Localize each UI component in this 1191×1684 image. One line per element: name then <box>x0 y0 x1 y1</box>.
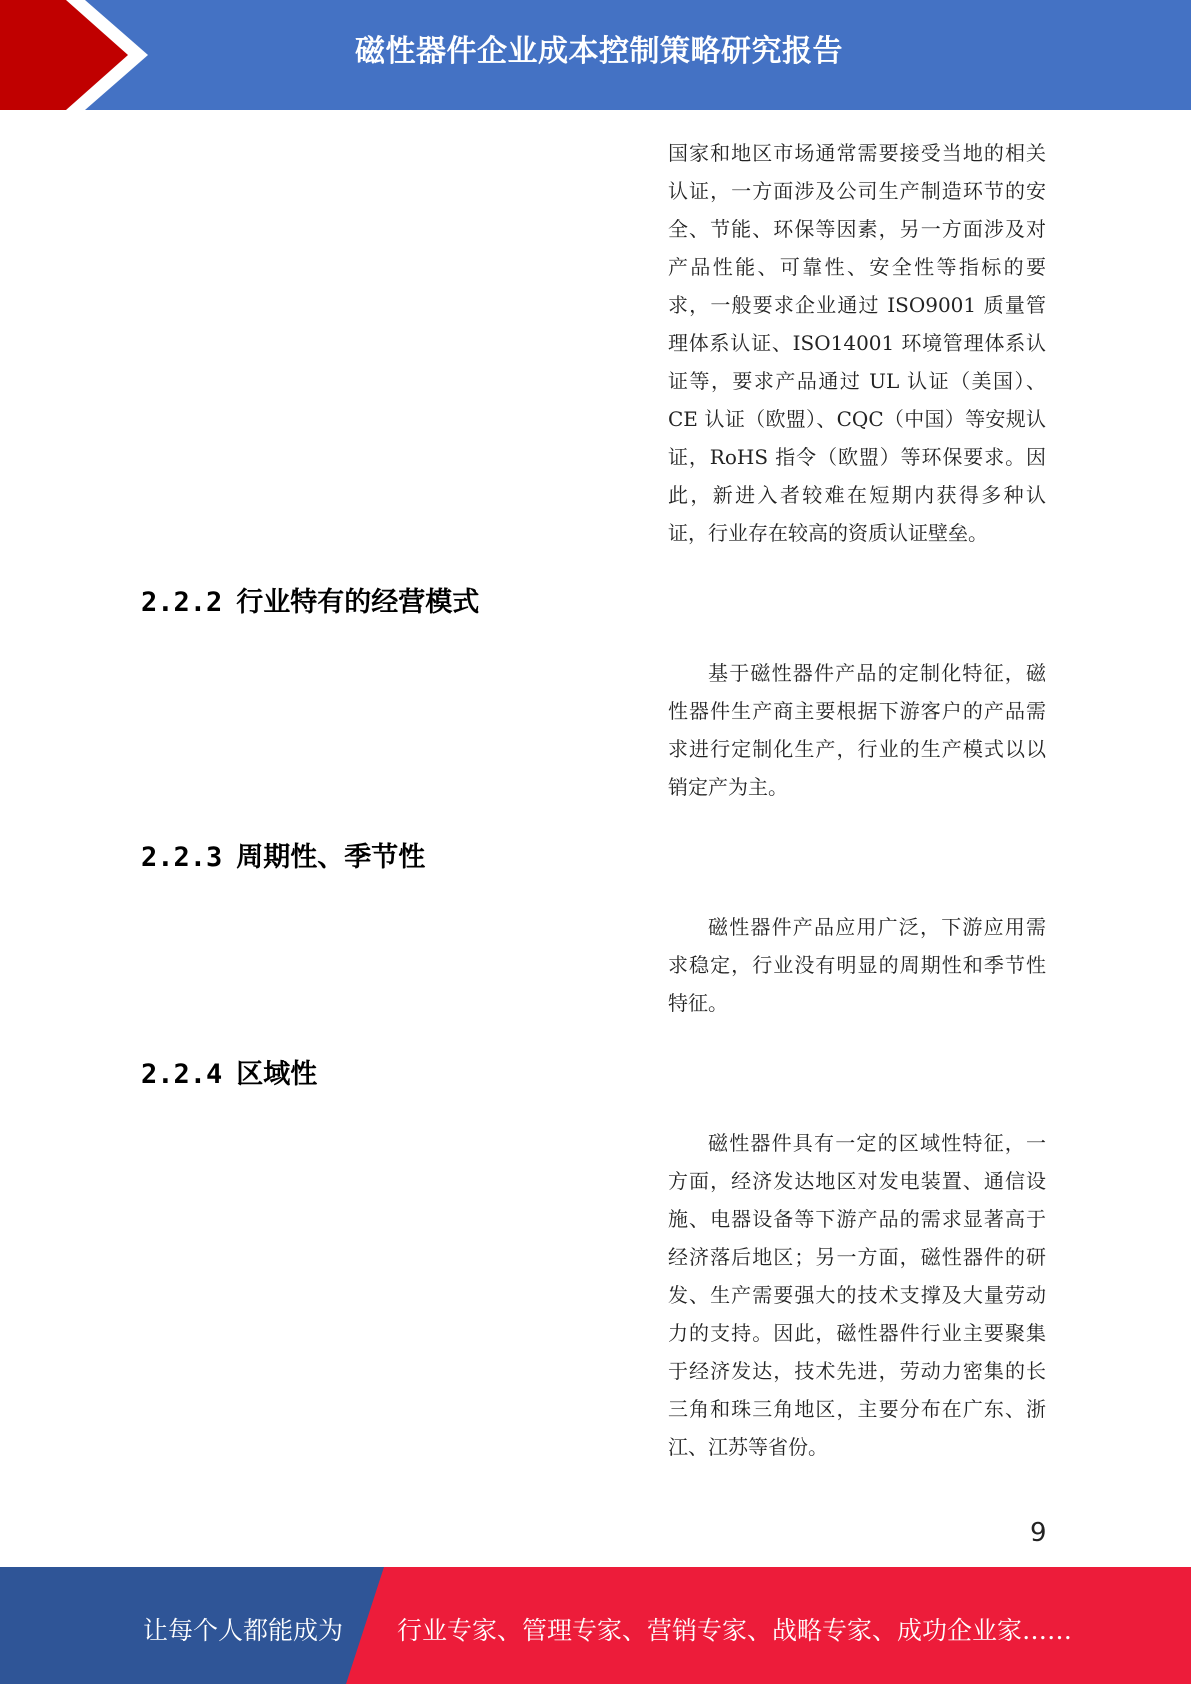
footer-slogan-left: 让每个人都能成为 <box>143 1616 344 1645</box>
section-number: 2.2.2 <box>141 587 223 618</box>
section-title: 周期性、季节性 <box>236 842 426 873</box>
paragraph-cyclicality: 磁性器件产品应用广泛，下游应用需求稳定，行业没有明显的周期性和季节性特征。 <box>668 915 1046 1015</box>
chevron-arrow-icon <box>0 0 160 110</box>
page-number: 9 <box>1030 1518 1047 1548</box>
footer-slogan-right: 行业专家、管理专家、营销专家、战略专家、成功企业家…… <box>397 1616 1073 1645</box>
section-heading-2-2-2 <box>141 580 479 619</box>
paragraph-regional: 磁性器件具有一定的区域性特征，一方面，经济发达地区对发电装置、通信设施、电器设备等下游产品的需求显著高于经济落后地区；另一方面，磁性器件的研发、生产需要强大的技术支撑及大量劳动力的支持。因此，磁性器件行业主要聚集于经济发达，技术先进，劳动力密集的长三角和珠三角地区，主要分布在广东、浙江、江苏等省份。 <box>668 1131 1046 1459</box>
footer-banner <box>0 1567 1191 1684</box>
section-number: 2.2.4 <box>141 1059 223 1090</box>
paragraph-business-model: 基于磁性器件产品的定制化特征，磁性器件生产商主要根据下游客户的产品需求进行定制化生产，行业的生产模式以以销定产为主。 <box>668 661 1046 799</box>
header-banner <box>0 0 1191 110</box>
report-title: 磁性器件企业成本控制策略研究报告 <box>355 34 843 69</box>
section-title: 区域性 <box>236 1059 318 1090</box>
section-title: 行业特有的经营模式 <box>236 587 480 618</box>
paragraph-certification: 国家和地区市场通常需要接受当地的相关认证，一方面涉及公司生产制造环节的安全、节能、环保等因素，另一方面涉及对产品性能、可靠性、安全性等指标的要求，一般要求企业通过 ISO9001 质量管理体系认证、ISO14001 环境管理体系认证等，要求产品通过 UL 认证（美国）、CE 认证（欧盟）、CQC（中国）等安规认证，RoHS 指令（欧盟）等环保要求。因此，新进入者较难在短期内获得多种认证，行业存在较高的资质认证壁垒。 <box>668 141 1046 545</box>
section-heading-2-2-3 <box>141 835 425 874</box>
section-number: 2.2.3 <box>141 842 223 873</box>
section-heading-2-2-4 <box>141 1052 317 1091</box>
